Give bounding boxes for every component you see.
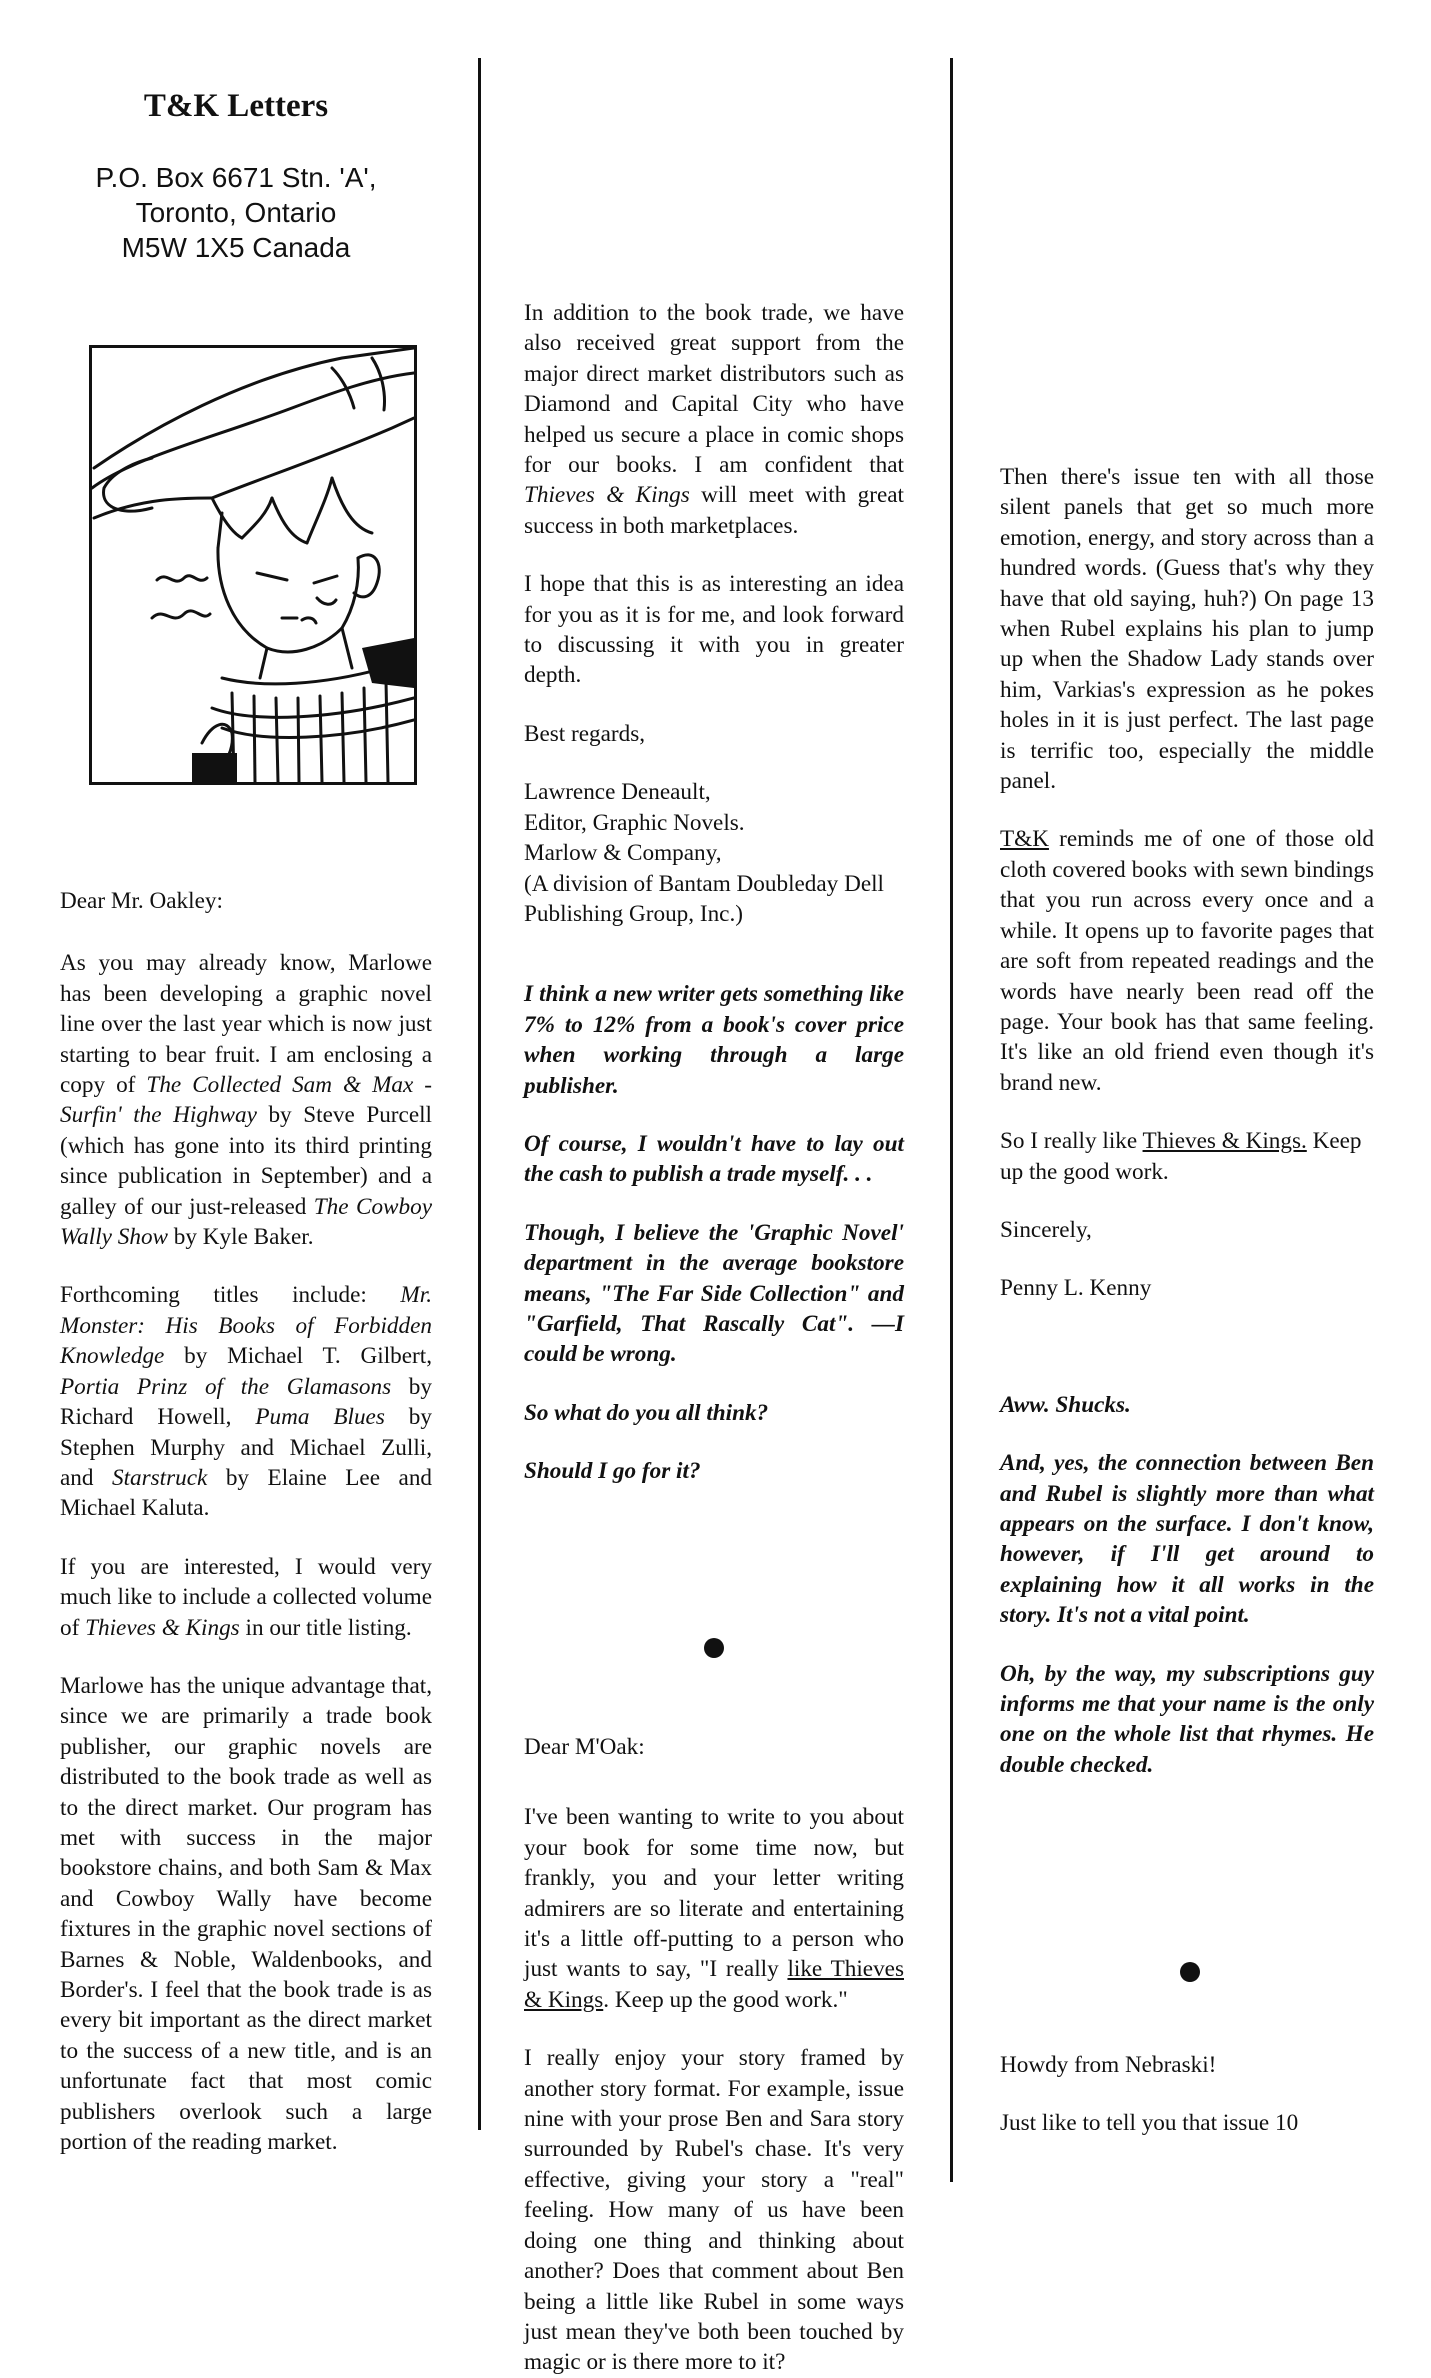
letters-header [60, 88, 412, 265]
letter-3 [1000, 2050, 1374, 2139]
letter-paragraph: Just like to tell you that issue 10 [1000, 2110, 1299, 2137]
book-title: Starstruck [112, 1464, 208, 1491]
text-run: Keep up the good work. [1000, 1128, 1362, 1185]
letter-paragraph [60, 1280, 432, 1523]
letter-paragraph: Marlowe has the unique advantage that, since we are primarily a trade book publisher, our graphic novels are distributed to the book trade as well as to the direct market. Our program has met with success in the major bookstore chains, and both Sam & Max and Cowboy Wally have become fixtures in the graphic novel sections of Barnes & Noble, Waldenbooks, and Border's. I feel that the book trade is as every bit important as the direct market to the success of a new title, and is an unfortunate fact that most comic publishers overlook such a large portion of the reading market. [60, 1672, 432, 2156]
editor-reply: Though, I believe the 'Graphic Novel' department in the average bookstore means, "The Far Side Collection" and "Garfield, That Rascally Cat". —I could be wrong. [524, 1219, 904, 1368]
letter-paragraph: I really enjoy your story framed by another story format. For example, issue nine with your prose Ben and Sara story surrounded by Rubel's chase. It's very effective, giving your story a "real" feeling. How many of us have been doing one thing and thinking about another? Does that comment about Ben being a little like Rubel in some ways just mean they've both been touched by magic or is there more to it? [524, 2045, 904, 2376]
column-divider [478, 58, 481, 2130]
letter-closing: Best regards, [524, 720, 646, 747]
text-run: I've been wanting to write to you about your book for some time now, but frankly, you and your letter writing admirers are so literate and entertaining it's a little off-putting to a person who just wants to say, "I really [524, 1804, 904, 1983]
text-run: If you are interested, I would very much like to include a collected volume of [60, 1553, 432, 1641]
book-title: Mr. Monster: His Books of Forbidden Knowledge [60, 1282, 432, 1370]
book-title: Thieves & Kings [524, 482, 690, 509]
text-run: reminds me of one of those old cloth covered books with sewn bindings that you run across every once and a while. It opens up to favorite pages that are soft from repeated readings and the words have nearly been read off the page. Your book has that same feeling. It's like an old friend even though it's brand new. [1000, 826, 1374, 1096]
text-run: by Michael T. Gilbert, [164, 1343, 432, 1370]
text-run: So I really like [1000, 1128, 1143, 1155]
address-line: P.O. Box 6671 Stn. 'A', [95, 162, 377, 193]
signature-line: Marlow & Company, [524, 840, 722, 867]
letter-salutation: Howdy from Nebraski! [1000, 2052, 1217, 2078]
text-run: by Kyle Baker. [168, 1224, 314, 1251]
signature-line: Lawrence Deneault, [524, 779, 711, 806]
letter-paragraph [524, 1802, 904, 2015]
text-run: . Keep up the good work." [603, 1986, 848, 2013]
letter-1 [60, 886, 432, 2157]
letter-paragraph [524, 298, 904, 541]
letter-paragraph [1000, 824, 1374, 1098]
letter-signature: Penny L. Kenny [1000, 1275, 1152, 1302]
text-run: As you may already know, Marlowe has been developing a graphic novel line over the last year which is now just starting to bear fruit. I am enclosing a copy of [60, 950, 432, 1099]
column-divider [950, 58, 953, 2182]
letter-paragraph [60, 1552, 432, 1643]
editor-reply: And, yes, the connection between Ben and Rubel is slightly more than what appears on the surface. I don't know, however, if I'll get around to explaining how it all works in the story. It's not a vital point. [1000, 1450, 1374, 1629]
comic-character-portrait-icon [89, 345, 417, 785]
text-run: will meet with great success in both marketplaces. [524, 482, 904, 539]
underlined-title: Thieves & Kings. [1142, 1128, 1307, 1155]
editor-reply: Should I go for it? [524, 1458, 701, 1485]
letter-paragraph [60, 948, 432, 1252]
editor-reply: Oh, by the way, my subscriptions guy informs me that your name is the only one on the whole list that rhymes. He double checked. [1000, 1660, 1374, 1778]
letter-paragraph: I hope that this is as interesting an idea for you as it is for me, and look forward to discussing it with you in greater depth. [524, 571, 904, 689]
letter-paragraph [1000, 1126, 1374, 1187]
editor-reply: Of course, I wouldn't have to lay out the cash to publish a trade myself. . . [524, 1130, 904, 1188]
text-run: by Richard Howell, [60, 1373, 432, 1431]
book-title: Portia Prinz of the Glamasons [60, 1373, 392, 1400]
editor-reply: Aww. Shucks. [1000, 1391, 1131, 1418]
letter-paragraph: Then there's issue ten with all those silent panels that get so much more emotion, energy, and story across than a hundred words. (Guess that's why they have that old saying, huh?) On page 13 when Rubel explains his plan to jump up when the Shadow Lady stands over him, Varkias's expression as he pokes holes in it is just perfect. The last page is terrific too, especially the middle panel. [1000, 464, 1374, 795]
page-title: T&K Letters [143, 88, 329, 124]
book-title: Thieves & Kings [85, 1614, 240, 1641]
editor-reply: So what do you all think? [524, 1399, 769, 1426]
letter-salutation: Dear M'Oak: [524, 1734, 645, 1760]
address-line: Toronto, Ontario [135, 197, 337, 228]
address-line: M5W 1X5 Canada [121, 232, 351, 263]
letter-1-continued [524, 54, 904, 1487]
underlined-title: like Thieves & Kings [524, 1956, 904, 2013]
text-run: Forthcoming titles include: [60, 1282, 401, 1309]
text-run: In addition to the book trade, we have also received great support from the major direct market distributors such as Diamond and Capital City who have helped us secure a place in comic shops for our books. I am confident that [524, 300, 904, 479]
book-title: The Cowboy Wally Show [60, 1193, 432, 1251]
signature-line: Editor, Graphic Novels. [524, 809, 745, 836]
illustration-svg [92, 348, 414, 782]
text-run: by Stephen Murphy and Michael Zulli, and [60, 1404, 432, 1491]
text-run: by Elaine Lee and Michael Kaluta. [60, 1464, 433, 1522]
text-run: in our title listing. [239, 1614, 412, 1641]
editor-reply: I think a new writer gets something like 7% to 12% from a book's cover price when working through a large publisher. [524, 981, 904, 1099]
separator-bullet-icon [704, 1638, 724, 1658]
letter-closing: Sincerely, [1000, 1216, 1092, 1243]
separator-bullet-icon [1180, 1962, 1200, 1982]
book-title: Puma Blues [255, 1404, 385, 1431]
letter-salutation: Dear Mr. Oakley: [60, 888, 223, 914]
text-run: by Steve Purcell (which has gone into its third printing since publication in September) and a galley of our just-released [60, 1102, 433, 1220]
underlined-title: T&K [1000, 826, 1049, 853]
signature-line: (A division of Bantam Doubleday Dell Publishing Group, Inc.) [524, 870, 884, 927]
letter-2-continued [1000, 50, 1374, 1780]
letter-2 [524, 1732, 904, 2378]
book-title: The Collected Sam & Max - Surfin' the Highway [60, 1072, 433, 1129]
